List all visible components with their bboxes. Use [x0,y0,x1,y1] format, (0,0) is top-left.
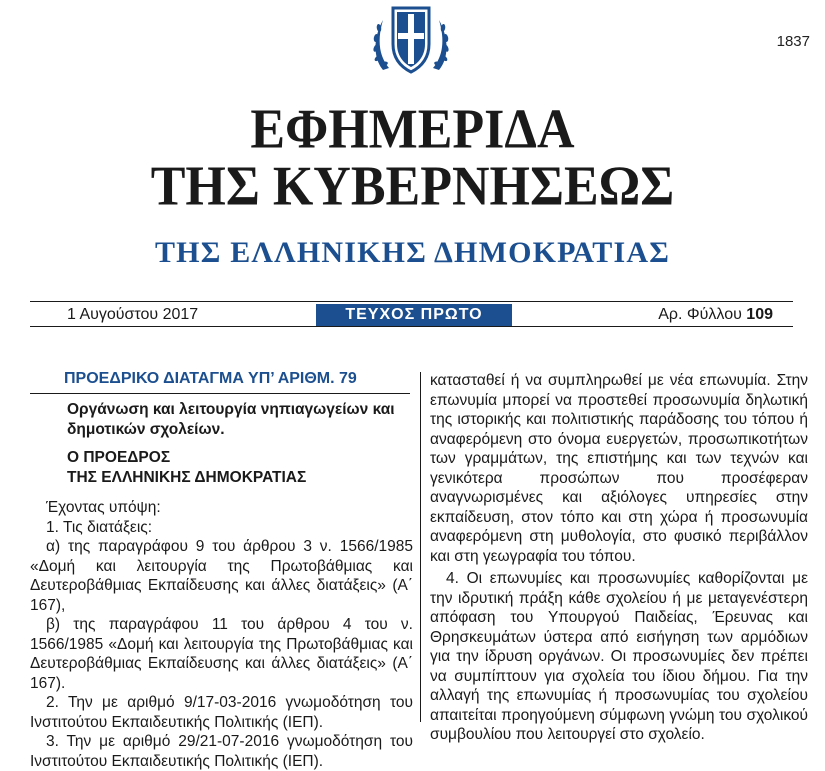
left-column-body [30,498,413,771]
decree-subject: Οργάνωση και λειτουργία νηπιαγωγείων και δημοτικών σχολείων. [67,401,395,438]
info-bar-bottom-rule [30,326,793,327]
sheet-number-value: 109 [746,306,773,323]
decree-title: ΠΡΟΕΔΡΙΚΟ ΔΙΑΤΑΓΜΑ ΥΠ’ ΑΡΙΘΜ. 79 [64,370,357,387]
coat-of-arms-icon [363,0,459,78]
sheet-number [658,305,773,325]
masthead-title-line1: ΕΦΗΜΕΡΙΔΑ [250,98,575,161]
info-bar-top-rule [30,301,793,302]
masthead-subtitle: ΤΗΣ ΕΛΛΗΝΙΚΗΣ ΔΗΜΟΚΡΑΤΙΑΣ [154,236,671,269]
page-number: 1837 [776,33,810,50]
president-heading-line2: ΤΗΣ ΕΛΛΗΝΙΚΗΣ ΔΗΜΟΚΡΑΤΙΑΣ [67,468,307,486]
paragraph: 1. Τις διατάξεις: [46,518,153,536]
paragraph: κατασταθεί ή να συμπληρωθεί με νέα επωνυμία. Στην επωνυμία μπορεί να προστεθεί προσωνυμία δηλωτική της ιστορικής και πολιτιστικής παράδοσης του τόπου ή αναφερόμενη στο όνομα ευεργετών, προσωπικοτήτων των γραμμάτων, της επιστήμης και των τεχνών και γενικότερα προσώπων που προσέφεραν αναγνωρισμένες και αξιόλογες υπηρεσίες στην εκπαίδευση, στον τόπο και στη χώρα ή προσωνυμία αναφερόμενη στη μυθολογία, στο φυσικό περιβάλλον και στη γεωγραφία του τόπου. [430,372,808,565]
paragraph: 2. Την με αριθμό 9/17-03-2016 γνωμοδότηση του Ινστιτούτου Εκπαιδευτικής Πολιτικής (ΙΕΠ). [30,694,413,731]
decree-title-rule [30,393,410,394]
paragraph: β) της παραγράφου 11 του άρθρου 4 του ν. 1566/1985 «Δομή και λειτουργία της Πρωτοβάθμιας και Δευτεροβάθμιας Εκπαίδευσης και άλλες διατάξεις» (Α΄ 167). [30,616,413,692]
paragraph: Έχοντας υπόψη: [46,499,161,516]
column-divider [420,372,421,722]
masthead-title-line2: ΤΗΣ ΚΥΒΕΡΝΗΣΕΩΣ [150,155,675,218]
issue-date: 1 Αυγούστου 2017 [67,306,199,323]
right-column-body [430,371,808,745]
president-heading-line1: Ο ΠΡΟΕΔΡΟΣ [67,449,171,466]
paragraph: α) της παραγράφου 9 του άρθρου 3 ν. 1566/1985 «Δομή και λειτουργία της Πρωτοβάθμιας και Δευτεροβάθμιας Εκπαίδευσης και άλλες διατάξεις» (Α΄ 167), [30,538,413,614]
paragraph: 3. Την με αριθμό 29/21-07-2016 γνωμοδότηση του Ινστιτούτου Εκπαιδευτικής Πολιτικής (ΙΕΠ). [30,733,413,770]
paragraph: 4. Οι επωνυμίες και προσωνυμίες καθορίζονται με την ιδρυτική πράξη κάθε σχολείου ή με μεταγενέστερη απόφαση του Υπουργού Παιδείας, Έρευνας και Θρησκευμάτων ύστερα από εισήγηση των αρμόδιων για την ίδρυση οργάνων. Οι προσωνυμίες δεν πρέπει να συμπίπτουν για σχολεία του ίδιου δήμου. Για την αλλαγή της επωνυμίας ή προσωνυμίας του σχολείου απαιτείται προηγούμενη σύμφωνη γνώμη του σχολικού συμβουλίου που λειτουργεί στο σχολείο. [430,570,808,743]
sheet-number-label: Αρ. Φύλλου [658,306,742,323]
president-heading [67,448,407,487]
issue-type-badge: ΤΕΥΧΟΣ ΠΡΩΤΟ [316,304,512,326]
